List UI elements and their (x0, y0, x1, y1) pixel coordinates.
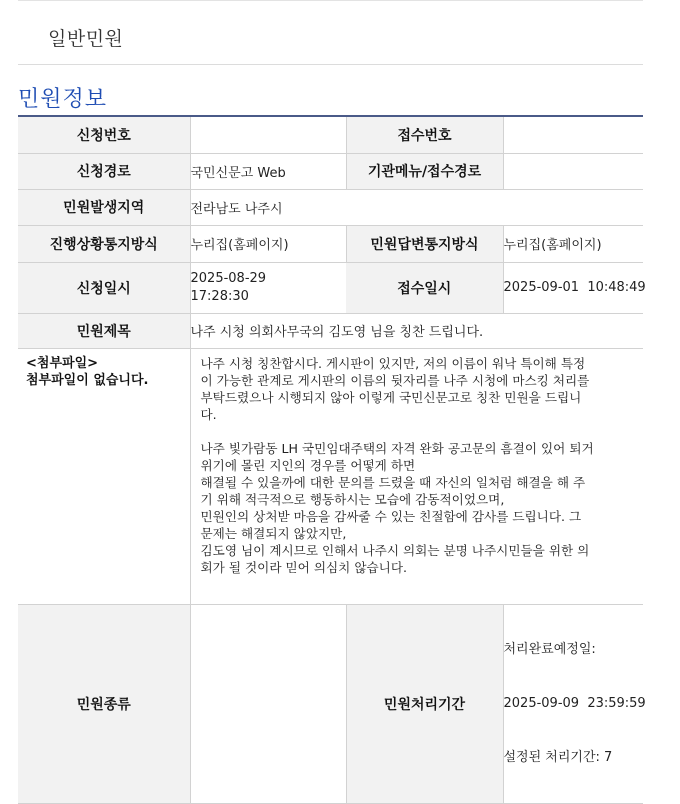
period-label: 민원처리기간 (346, 604, 503, 803)
table-row (18, 313, 643, 348)
table-row (18, 116, 643, 153)
receipt-date-label: 접수일시 (346, 262, 503, 313)
agency-menu-value (503, 153, 643, 189)
table-row (18, 153, 643, 189)
table-row (18, 189, 643, 225)
top-divider (18, 0, 643, 1)
period-value (503, 604, 646, 803)
receipt-no-label: 접수번호 (346, 116, 503, 153)
agency-menu-label: 기관메뉴/접수경로 (346, 153, 503, 189)
complaint-info-table (18, 115, 646, 804)
attachment-label: <첨부파일> (26, 355, 99, 371)
table-row (18, 225, 643, 262)
type-value (190, 604, 346, 803)
application-no-label: 신청번호 (18, 116, 190, 153)
table-row (18, 604, 643, 803)
period-days: 설정된 처리기간: 7 (503, 749, 613, 765)
content-cell (190, 348, 643, 604)
category-divider (18, 64, 643, 65)
apply-time-line: 17:28:30 (190, 288, 249, 304)
table-row (18, 348, 643, 604)
attachment-value: 첨부파일이 없습니다. (26, 372, 149, 388)
apply-date-value (190, 262, 346, 313)
complaint-content: 나주 시청 칭찬합시다. 게시판이 있지만, 저의 이름이 워낙 특이해 특정 이 가능한 관계로 게시판의 이름의 뒷자리를 나주 시청에 마스킹 처리를 부탁드렸으나 시행되지 않아 이렇게 국민신문고로 칭찬 민원을 드립니 다. 나주 빛가람동 LH 국민임대주택의 자격 완화 공고문의 흠결이 있어 퇴거 위기에 몰린 지인의 경우를 어떻게 하면 해결될 수 있을까에 대한 문의를 드렸을 때 자신의 일처럼 해결을 해 주 기 위해 적극적으로 행동하시는 모습에 감동적이었으며, 민원인의 상처받 마음을 감싸줄 수 있는 친절함에 감사를 드립니다. 그 문제는 해결되지 않았지만, 김도영 님이 계시므로 인해서 나주시 의회는 분명 나주시민들을 위한 의 회가 될 것이라 믿어 의심치 않습니다. (200, 355, 594, 575)
progress-notice-value: 누리집(홈페이지) (190, 225, 346, 262)
answer-notice-label: 민원답변통지방식 (346, 225, 503, 262)
apply-date-line: 2025-08-29 (190, 270, 267, 286)
category-heading: 일반민원 (48, 28, 124, 50)
progress-notice-label: 진행상황통지방식 (18, 225, 190, 262)
section-title: 민원정보 (18, 87, 108, 112)
subject-label: 민원제목 (18, 313, 190, 348)
channel-label: 신청경로 (18, 153, 190, 189)
period-due-date: 2025-09-09 23:59:59 (503, 695, 646, 711)
application-no-value (190, 116, 346, 153)
answer-notice-value: 누리집(홈페이지) (503, 225, 643, 262)
region-value: 전라남도 나주시 (190, 189, 643, 225)
period-heading: 처리완료예정일: (503, 641, 596, 657)
table-row (18, 262, 643, 313)
region-label: 민원발생지역 (18, 189, 190, 225)
subject-value: 나주 시청 의회사무국의 김도영 님을 칭찬 드립니다. (190, 313, 643, 348)
receipt-no-value (503, 116, 643, 153)
attachment-cell (18, 348, 190, 604)
type-label: 민원종류 (18, 604, 190, 803)
receipt-date-value: 2025-09-01 10:48:49 (503, 262, 643, 313)
apply-date-label: 신청일시 (18, 262, 190, 313)
channel-value: 국민신문고 Web (190, 153, 346, 189)
